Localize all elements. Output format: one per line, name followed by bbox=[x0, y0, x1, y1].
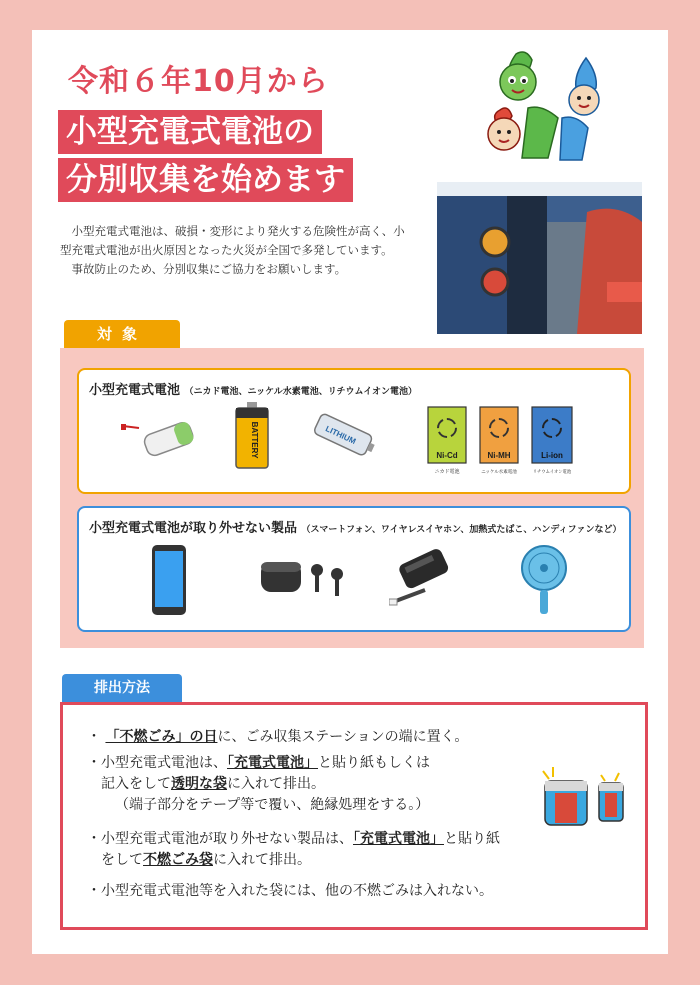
nimh-label: ニッケル水素電池 bbox=[481, 469, 517, 474]
liion-recycle-mark-icon bbox=[531, 406, 573, 478]
non-removable-products-box bbox=[77, 506, 631, 632]
nicd-recycle-mark-icon bbox=[427, 406, 467, 478]
heated-tobacco-icon bbox=[389, 546, 459, 608]
non-removable-examples: （スマートフォン、ワイヤレスイヤホン、加熱式たばこ、ハンディファンなど） bbox=[301, 525, 622, 535]
title-banner-line2: 分別収集を始めます bbox=[58, 158, 353, 202]
disposal-method-box bbox=[60, 702, 648, 930]
method-item-4: ・小型充電式電池等を入れた袋には、他の不燃ごみは入れない。 bbox=[87, 883, 493, 899]
nicd-code: Ni-Cd bbox=[436, 451, 458, 460]
lithium-label-text: LITHIUM bbox=[324, 424, 358, 447]
battery-pack-icon bbox=[119, 408, 199, 468]
rechargeable-battery-types: （ニカド電池、ニッケル水素電池、リチウムイオン電池） bbox=[184, 387, 418, 397]
tab-target: 対象 bbox=[64, 320, 180, 348]
rechargeable-battery-heading bbox=[89, 379, 417, 398]
rechargeable-battery-title: 小型充電式電池 bbox=[89, 383, 181, 398]
battery-label-text: BATTERY bbox=[250, 421, 259, 459]
method-item-3: ・小型充電式電池が取り外せない製品は、「充電式電池」と貼り紙 をして不燃ごみ袋に入れて排出。 bbox=[87, 831, 500, 868]
handy-fan-icon bbox=[519, 544, 569, 616]
rechargeable-battery-box bbox=[77, 368, 631, 494]
target-panel bbox=[60, 348, 644, 648]
method-item-2: ・小型充電式電池は、「充電式電池」と貼り紙もしくは 記入をして透明な袋に入れて排出。 （端子部分をテープ等で覆い、絶縁処理をする。） bbox=[87, 755, 430, 813]
lithium-battery-icon bbox=[309, 410, 379, 460]
lead-text bbox=[60, 222, 406, 279]
lead-paragraph-2: 事故防止のため、分別収集にご協力をお願いします。 bbox=[60, 262, 347, 276]
battery-cell-icon bbox=[234, 402, 270, 472]
title-banner-line1: 小型充電式電池の bbox=[58, 110, 322, 154]
method-item-1: ・ 「不燃ごみ」の日に、ごみ収集ステーションの端に置く。 bbox=[87, 729, 469, 745]
wireless-earphones-icon bbox=[259, 552, 349, 608]
lead-paragraph-1: 小型充電式電池は、破損・変形により発火する危険性が高く、小型充電式電池が出火原因となった火災が全国で多発しています。 bbox=[60, 224, 405, 257]
start-date-heading: 令和６年10月から bbox=[68, 64, 329, 99]
liion-code: Li-ion bbox=[541, 451, 563, 460]
tab-disposal-method: 排出方法 bbox=[62, 674, 182, 702]
mascot-illustration bbox=[478, 48, 608, 168]
collection-worker-photo bbox=[437, 182, 642, 334]
non-removable-title: 小型充電式電池が取り外せない製品 bbox=[89, 521, 298, 536]
flyer-page bbox=[32, 30, 668, 954]
nimh-code: Ni-MH bbox=[487, 451, 511, 460]
non-removable-heading bbox=[89, 517, 622, 536]
nimh-recycle-mark-icon bbox=[479, 406, 519, 478]
nicd-label: ニカド電池 bbox=[434, 469, 460, 475]
liion-label: リチウムイオン電池 bbox=[532, 469, 572, 474]
taped-battery-icon bbox=[539, 767, 629, 829]
smartphone-icon bbox=[151, 544, 187, 616]
